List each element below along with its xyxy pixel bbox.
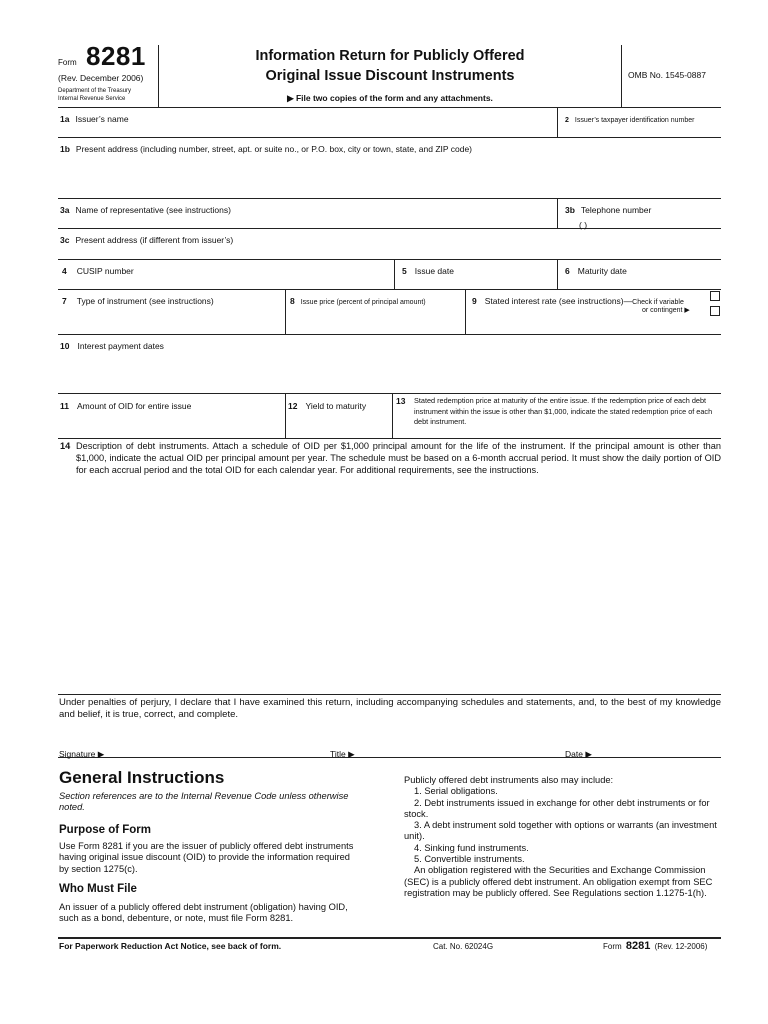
representative-address-field[interactable]: 3c Present address (if different from issuer’s) [60, 235, 234, 245]
contingent-rate-checkbox[interactable] [710, 306, 720, 316]
agency-line: Internal Revenue Service [58, 96, 126, 102]
issuer-address-field[interactable]: 1b Present address (including number, street, apt. or suite no., or P.O. box, city or town, state, and ZIP code) [60, 144, 473, 154]
filing-instruction: ▶ File two copies of the form and any attachments. [287, 93, 493, 103]
catalog-number: Cat. No. 62024G [433, 942, 494, 951]
redemption-price-field[interactable]: 13 Stated redemption price at maturity of the entire issue. If the redemption price of each debt instrument within the issue is other than $1,000, indicate the stated redemption price of each debt instrument. [396, 396, 713, 426]
debt-instruments-list: Publicly offered debt instruments also may include: 1. Serial obligations. 2. Debt instruments issued in exchange for other debt instruments or for stock. 3. A debt instrument sold together with options or warrants (an investment unit). 4. Sinking fund instruments. 5. Convertible instruments. An obligation registered with the Securities and Exchange Commission (SEC) is a publicly offered debt instrument. An obligation exempt from SEC registration may be publicly offered. See Regulations section 1.1275-1(h). [404, 775, 722, 899]
issue-price-field[interactable]: 8 Issue price (percent of principal amount) [290, 296, 426, 306]
form-title: Information Return for Publicly Offered Original Issue Discount Instruments [255, 48, 525, 84]
general-instructions-heading: General Instructions [59, 768, 225, 787]
issuer-name-field[interactable]: 1a Issuer’s name [60, 114, 129, 124]
who-must-file-heading: Who Must File [59, 883, 137, 895]
interest-rate-field[interactable]: 9 Stated interest rate (see instructions)—Check if variable or contingent ▶ [472, 296, 690, 314]
form-number: 8281 [86, 41, 146, 71]
title-field[interactable]: Title ▶ [330, 749, 355, 759]
revision-date: (Rev. December 2006) [58, 73, 144, 83]
phone-area-code: ( ) [579, 220, 588, 230]
issuer-tin-field[interactable]: 2 Issuer’s taxpayer identification number [565, 117, 695, 124]
list-item: 1. Serial obligations. [414, 786, 498, 797]
who-must-file-text: An issuer of a publicly offered debt instrument (obligation) having OID, such as a bond, debenture, or note, must file Form 8281. [59, 902, 348, 924]
purpose-text: Use Form 8281 if you are the issuer of publicly offered debt instruments having original issue discount (OID) to provide the information required by section 1275(c). [59, 841, 354, 874]
oid-amount-field[interactable]: 11 Amount of OID for entire issue [60, 401, 192, 411]
footer-form-id: Form 8281 (Rev. 12-2006) [603, 940, 708, 952]
purpose-heading: Purpose of Form [59, 824, 152, 836]
instrument-type-field[interactable]: 7 Type of instrument (see instructions) [62, 296, 214, 306]
signature-field[interactable]: Signature ▶ [59, 749, 105, 759]
telephone-field[interactable]: 3b Telephone number ( ) [565, 200, 721, 227]
yield-field[interactable]: 12 Yield to maturity [288, 401, 367, 411]
list-item: 5. Convertible instruments. [414, 854, 525, 865]
interest-dates-field[interactable]: 10 Interest payment dates [60, 341, 164, 351]
representative-name-field[interactable]: 3a Name of representative (see instructions) [60, 205, 231, 215]
perjury-declaration: Under penalties of perjury, I declare that I have examined this return, including accompanying schedules and statements, and, to the best of my knowledge and belief, it is true, correct, and complete. [59, 697, 721, 720]
maturity-date-field[interactable]: 6 Maturity date [565, 266, 627, 276]
description-field[interactable]: 14 Description of debt instruments. Attach a schedule of OID per $1,000 principal amount for the life of the instrument. If the principal amount is other than $1,000, indicate the actual OID per principal amount per year. The schedule must be based on a 6-month accrual period. It must show the daily portion of OID for each accrual period and the total OID for each calendar year. For additional requirements, see the instructions. [60, 441, 721, 475]
list-item: 4. Sinking fund instruments. [414, 842, 529, 853]
cusip-field[interactable]: 4 CUSIP number [62, 266, 134, 276]
section-references-note: Section references are to the Internal Revenue Code unless otherwise noted. [59, 791, 349, 813]
paperwork-notice: For Paperwork Reduction Act Notice, see back of form. [59, 941, 282, 951]
omb-number: OMB No. 1545-0887 [628, 70, 706, 80]
list-item: 3. A debt instrument sold together with options or warrants (an investment unit). [404, 820, 717, 842]
list-item: 2. Debt instruments issued in exchange for other debt instruments or for stock. [404, 797, 710, 819]
sec-registration-text: An obligation registered with the Securities and Exchange Commission (SEC) is a publicly offered debt instrument. An obligation exempt from SEC registration may be publicly offered. See Regulations section 1.1275-1(h). [404, 865, 713, 898]
variable-rate-checkbox[interactable] [710, 291, 720, 301]
form-word: Form [58, 58, 77, 67]
department-line: Department of the Treasury [58, 88, 132, 94]
issue-date-field[interactable]: 5 Issue date [402, 266, 454, 276]
date-field[interactable]: Date ▶ [565, 749, 592, 759]
